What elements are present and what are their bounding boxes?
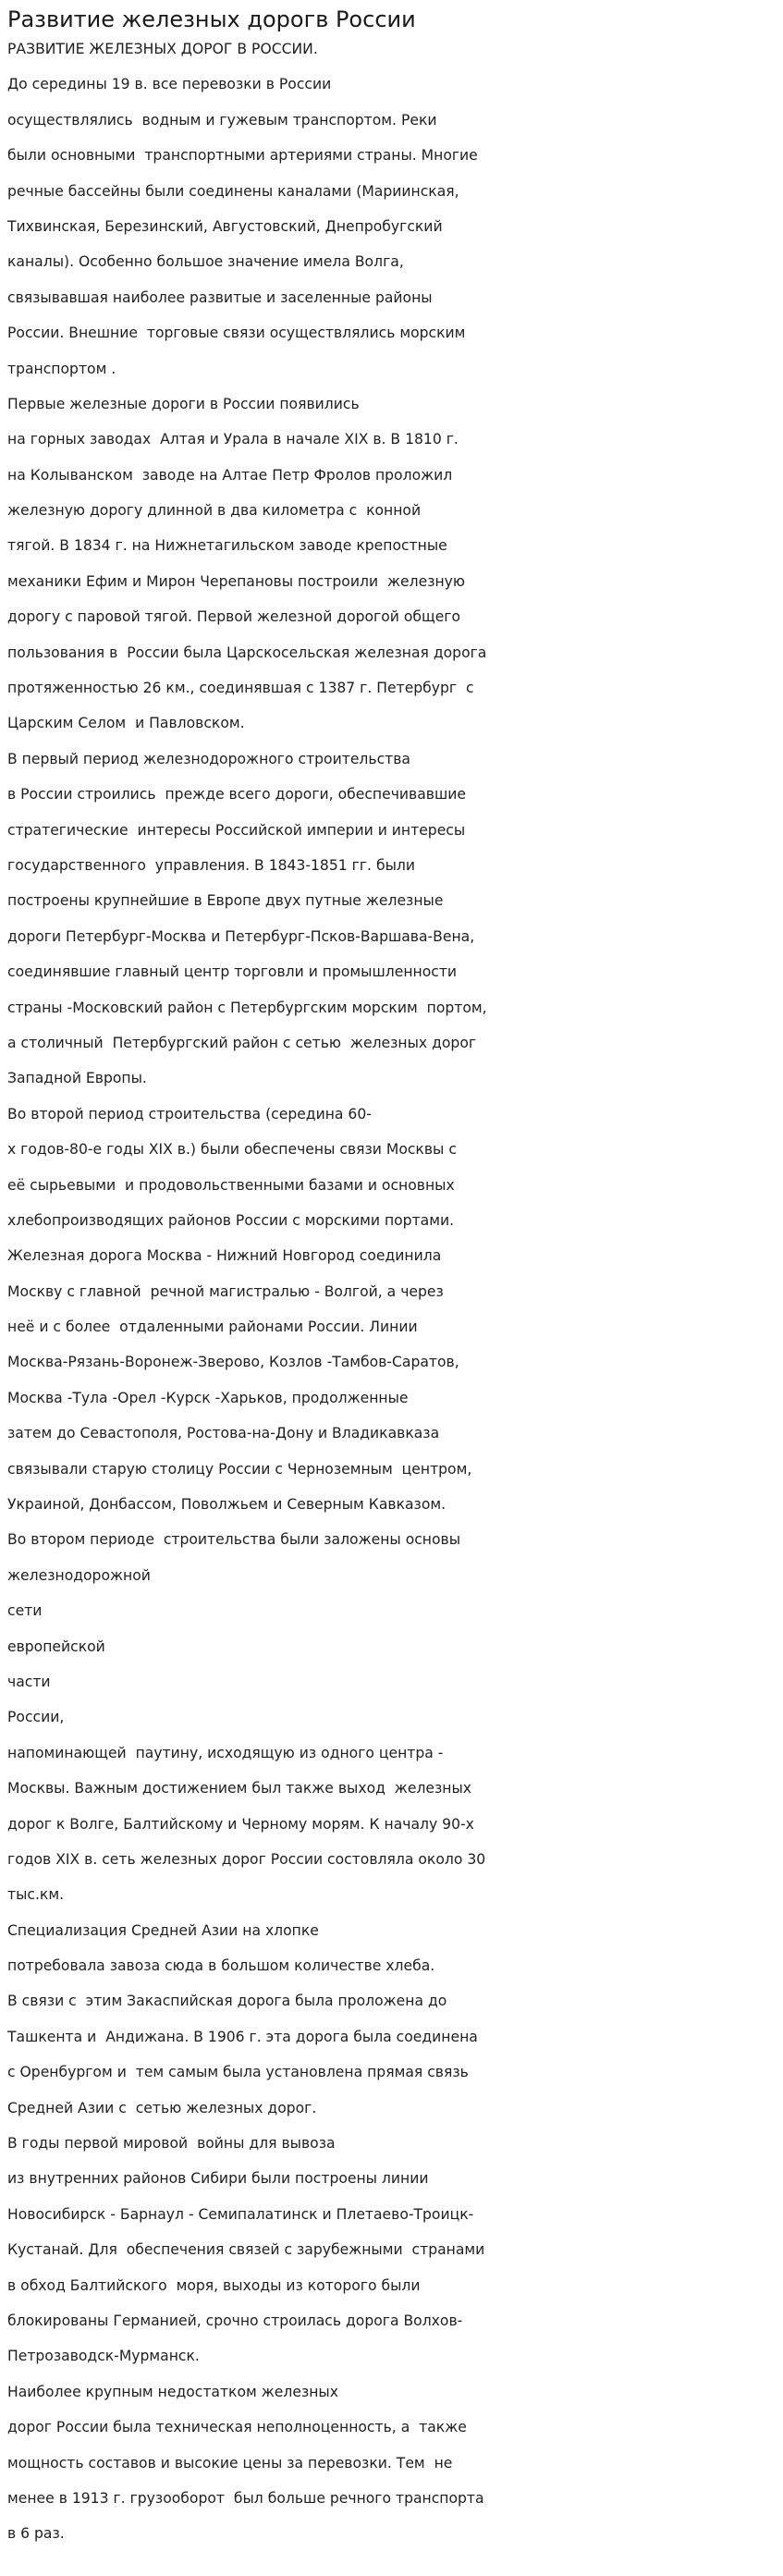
document-line: напоминающей паутину, исходящую из одного центра - [7, 1744, 444, 1761]
document-line: Москва -Тула -Орел -Курск -Харьков, продолженные [7, 1389, 409, 1406]
document-line: из внутренних районов Сибири были построены линии [7, 2170, 429, 2188]
document-line: сети [7, 1602, 43, 1620]
document-line: Западной Европы. [7, 1070, 147, 1087]
document-line: В связи с этим Закаспийская дорога была проложена до [7, 1993, 447, 2010]
document-line: на Колыванском заводе на Алтае Петр Фролов проложил [7, 466, 453, 484]
document-line: Москву с главной речной магистралью - Волгой, а через [7, 1282, 444, 1300]
document-line: были основными транспортными артериями страны. Многие [7, 147, 478, 165]
document-line: связывавшая наиболее развитые и заселенные районы [7, 288, 433, 306]
document-line: страны -Московский район с Петербургским морским портом, [7, 999, 487, 1016]
document-line: До середины 19 в. все перевозки в России [7, 76, 332, 93]
document-line: Наиболее крупным недостатком железных [7, 2383, 338, 2400]
document-line: хлебопроизводящих районов России с морскими портами. [7, 1211, 455, 1229]
document-line: В годы первой мировой войны для вывоза [7, 2135, 336, 2153]
document-line: части [7, 1673, 51, 1690]
document-line: менее в 1913 г. грузооборот был больше речного транспорта [7, 2489, 484, 2507]
document-line: дорог России была техническая неполноценность, а также [7, 2419, 467, 2436]
document-line: потребовала завоза сюда в большом количестве хлеба. [7, 1957, 435, 1975]
document-line: на горных заводах Алтая и Урала в начале XIX в. В 1810 г. [7, 431, 459, 448]
document-line: Новосибирск - Барнаул - Семипалатинск и Плетаево-Троицк- [7, 2205, 474, 2223]
document-line: в обход Балтийского моря, выходы из которого были [7, 2276, 421, 2294]
document-line: дороги Петербург-Москва и Петербург-Псков-Варшава-Вена, [7, 927, 475, 945]
document-line: стратегические интересы Российской империи и интересы [7, 821, 466, 839]
document-line: в 6 раз. [7, 2525, 65, 2543]
document-line: осуществлялись водным и гужевым транспортом. Реки [7, 111, 437, 129]
document-line: связывали старую столицу России с Черноземным центром, [7, 1460, 472, 1478]
document-line: каналы). Особенно большое значение имела Волга, [7, 253, 404, 271]
document-line: тыс.км. [7, 1886, 65, 1904]
document-line: протяженностью 26 км., соединявшая с 1387 г. Петербург с [7, 680, 474, 697]
document-line: Первые железные дороги в России появились [7, 395, 360, 412]
document-body [7, 40, 775, 2560]
document-line: Во втором периоде строительства были заложены основы [7, 1531, 461, 1549]
document-line: государственного управления. В 1843-1851 гг. были [7, 856, 415, 874]
document-line: Средней Азии с сетью железных дорог. [7, 2099, 317, 2116]
document-line: а столичный Петербургский район с сетью железных дорог [7, 1034, 477, 1051]
document-line: В первый период железнодорожного строительства [7, 750, 410, 767]
document-line: соединявшие главный центр торговли и промышленности [7, 963, 458, 981]
document-line: железную дорогу длинной в два километра с конной [7, 502, 422, 520]
document-line: Царским Селом и Павловском. [7, 715, 245, 732]
document-line: транспортом . [7, 360, 116, 377]
document-line: Москва-Рязань-Воронеж-Зверово, Козлов -Тамбов-Саратов, [7, 1354, 459, 1371]
document-line: Петрозаводск-Мурманск. [7, 2348, 200, 2365]
document-line: пользования в России была Царскосельская железная дорога [7, 644, 487, 661]
document-line: Специализация Средней Азии на хлопке [7, 1921, 319, 1939]
document-line: Железная дорога Москва - Нижний Новгород соединила [7, 1247, 442, 1265]
document-line: речные бассейны были соединены каналами (Мариинская, [7, 182, 459, 200]
document-line: европейской [7, 1638, 105, 1655]
document-line: блокированы Германией, срочно строилась дорога Волхов- [7, 2312, 463, 2329]
document-line: РАЗВИТИЕ ЖЕЛЕЗНЫХ ДОРОГ В РОССИИ. [7, 41, 318, 57]
document-line: неё и с более отдаленными районами России. Линии [7, 1319, 418, 1336]
document-line: Ташкента и Андижана. В 1906 г. эта дорога была соединена [7, 2028, 478, 2045]
document-line: России. Внешние торговые связи осуществлялись морским [7, 325, 466, 342]
document-line: мощность составов и высокие цены за перевозки. Тем не [7, 2454, 453, 2472]
document-line: Кустанай. Для обеспечения связей с зарубежными странами [7, 2241, 485, 2259]
document-line: в России строились прежде всего дороги, обеспечивавшие [7, 786, 466, 803]
document-line: затем до Севастополя, Ростова-на-Дону и Владикавказа [7, 1425, 440, 1442]
document-page [7, 0, 775, 2560]
document-line: её сырьевыми и продовольственными базами и основных [7, 1176, 455, 1194]
document-line: России, [7, 1709, 65, 1726]
page-title: Развитие железных дорогв России [7, 6, 416, 32]
document-line: с Оренбургом и тем самым была установлена прямая связь [7, 2064, 469, 2081]
document-line: дорогу с паровой тягой. Первой железной дорогой общего [7, 608, 461, 626]
document-line: Украиной, Донбассом, Поволжьем и Северным Кавказом. [7, 1496, 447, 1514]
document-line: механики Ефим и Мирон Черепановы построили железную [7, 572, 466, 590]
document-line: построены крупнейшие в Европе двух путные железные [7, 892, 444, 910]
document-line: Тихвинская, Березинский, Августовский, Днепробугский [7, 217, 443, 235]
document-line: Москвы. Важным достижением был также выход железных [7, 1780, 472, 1797]
document-line: железнодорожной [7, 1566, 151, 1584]
document-line: годов XIX в. сеть железных дорог России состовляла около 30 [7, 1850, 486, 1868]
document-line: тягой. В 1834 г. на Нижнетагильском заводе крепостные [7, 537, 447, 555]
document-line: х годов-80-е годы XIX в.) были обеспечены связи Москвы с [7, 1141, 457, 1159]
document-line: дорог к Волге, Балтийскому и Черному морям. К началу 90-х [7, 1815, 474, 1833]
document-line: Во второй период строительства (середина 60- [7, 1105, 372, 1122]
